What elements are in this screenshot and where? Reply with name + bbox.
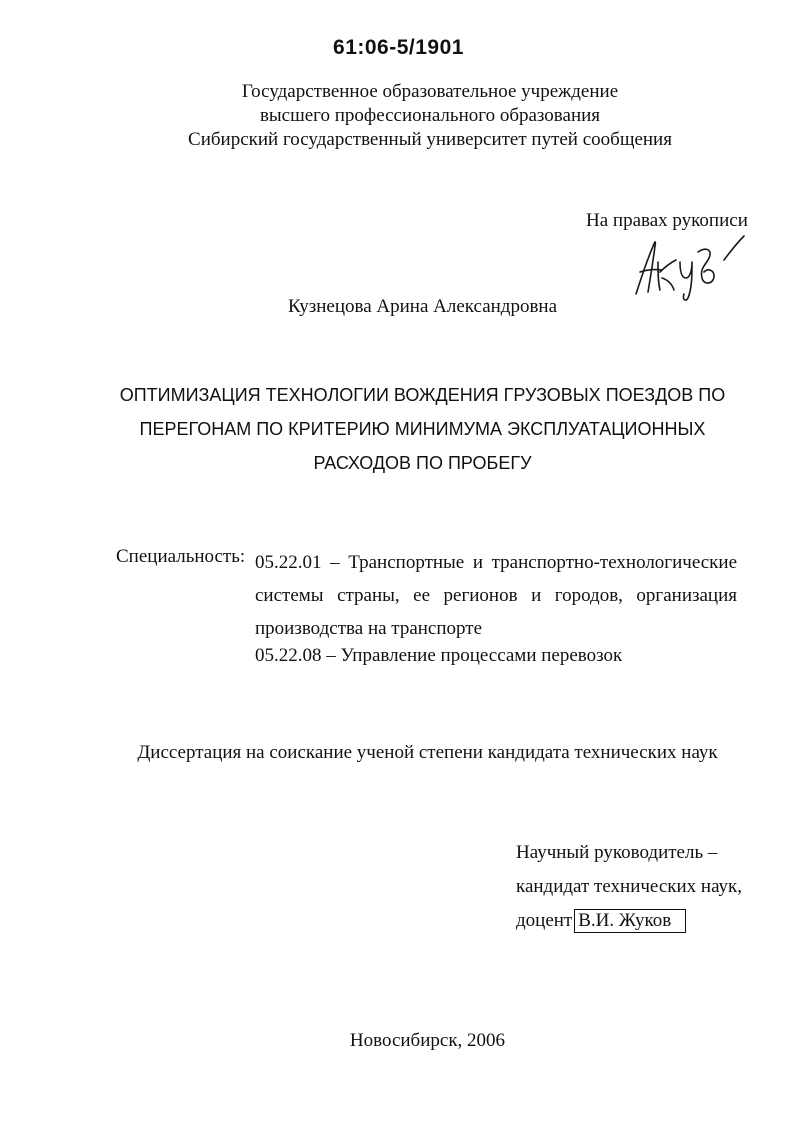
institution-line-3: Сибирский государственный университет путей сообщения: [188, 129, 672, 150]
advisor-line-3: [516, 904, 742, 938]
advisor-position: доцент: [516, 910, 573, 931]
title-line-1: ОПТИМИЗАЦИЯ ТЕХНОЛОГИИ ВОЖДЕНИЯ ГРУЗОВЫХ ПОЕЗДОВ ПО: [119, 385, 726, 405]
dissertation-title: [0, 378, 797, 480]
title-line-2: ПЕРЕГОНАМ ПО КРИТЕРИЮ МИНИМУМА ЭКСПЛУАТАЦИОННЫХ: [139, 419, 706, 439]
advisor-name: В.И. Жуков: [574, 909, 686, 933]
institution-block: [0, 80, 797, 152]
signature-icon: [628, 232, 748, 302]
advisor-line-1: Научный руководитель –: [516, 842, 718, 863]
specialty-2: 05.22.08 – Управление процессами перевозок: [255, 645, 623, 666]
manuscript-rights-note: На правах рукописи: [586, 210, 748, 231]
title-line-3: РАСХОДОВ ПО ПРОБЕГУ: [313, 453, 532, 473]
institution-line-2: высшего профессионального образования: [259, 105, 601, 126]
specialty-1: [255, 546, 737, 645]
advisor-line-2: кандидат технических наук,: [516, 876, 743, 897]
specialty-label: Специальность:: [116, 546, 246, 567]
advisor-block: [516, 836, 742, 938]
city-year: Новосибирск, 2006: [349, 1030, 506, 1051]
specialty-1-line-2: системы страны, ее регионов и городов, организация: [255, 585, 737, 606]
institution-line-1: Государственное образовательное учреждение: [241, 81, 619, 102]
archive-code: 61:06-5/1901: [333, 36, 464, 59]
dissertation-degree-note: Диссертация на соискание ученой степени кандидата технических наук: [137, 742, 718, 763]
author-name: Кузнецова Арина Александровна: [287, 296, 558, 317]
specialty-1-line-3: производства на транспорте: [255, 618, 483, 639]
specialty-1-line-1: 05.22.01 – Транспортные и транспортно-технологические: [255, 552, 737, 573]
